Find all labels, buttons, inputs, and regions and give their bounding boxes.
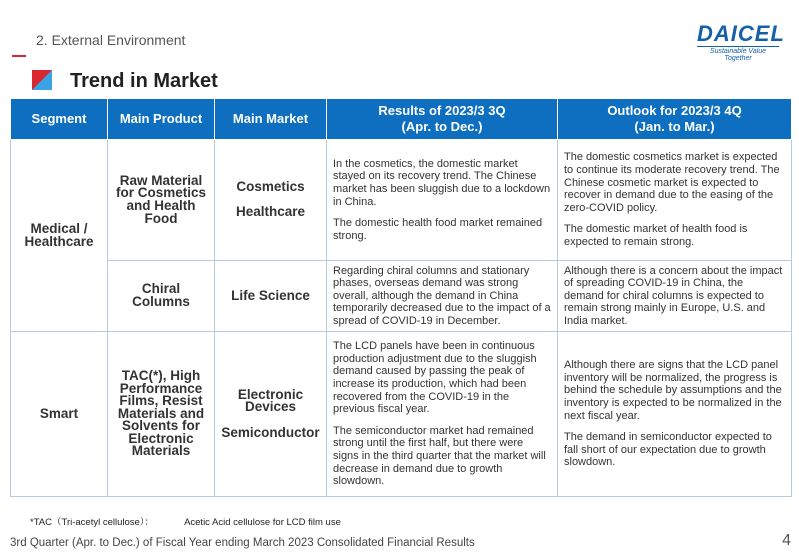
header-main-product: Main Product [108, 99, 215, 140]
product-cosmetics: Raw Material for Cosmetics and Health Food [108, 140, 215, 261]
logo-tagline: Sustainable Value Together [697, 46, 779, 62]
page-number: 4 [782, 532, 791, 549]
segment-medical: Medical / Healthcare [11, 140, 108, 332]
logo-name: DAICEL [697, 21, 785, 46]
header-main-market: Main Market [215, 99, 327, 140]
section-label: 2. External Environment [36, 32, 186, 48]
outlook-smart-p1: Although there are signs that the LCD panel inventory will be normalized, the progress is behind the schedule by assumptions and the inventory is expected to be normalized in the next fiscal year. [564, 359, 782, 422]
results-smart-p2: The semiconductor market had remained strong until the first half, but there were signs in the third quarter that the market will decrease in demand due to growth slowdown. [333, 424, 546, 488]
footnote [30, 514, 341, 528]
company-logo [697, 21, 785, 62]
results-cosmetics-p1: In the cosmetics, the domestic market stayed on its recovery trend. The Chinese market has been sluggish due to a lockdown in China. [333, 157, 551, 208]
footnote-definition: Acetic Acid cellulose for LCD film use [184, 517, 341, 528]
header-segment: Segment [11, 99, 108, 140]
results-chiral: Regarding chiral columns and stationary phases, overseas demand was strong overall, although the demand in China temporarily decreased due to the impact of a spread of COVID-19 in December. [327, 261, 558, 332]
table-row [11, 261, 792, 332]
header-outlook [558, 99, 792, 140]
market-trend-table [10, 98, 792, 497]
table-row [11, 140, 792, 261]
market-smart-line1: Electronic Devices [237, 386, 304, 415]
product-chiral: Chiral Columns [108, 261, 215, 332]
results-cosmetics-p2: The domestic health food market remained strong. [333, 217, 543, 242]
header-results-line2: (Apr. to Dec.) [401, 119, 483, 134]
header-outlook-line1: Outlook for 2023/3 4Q [607, 103, 742, 118]
table-row [11, 332, 792, 497]
outlook-cosmetics [558, 140, 792, 261]
header-outlook-line2: (Jan. to Mar.) [634, 119, 715, 134]
header-results [327, 99, 558, 140]
market-cosmetics [215, 140, 327, 261]
outlook-smart [558, 332, 792, 497]
section-divider [12, 55, 26, 57]
footnote-term: *TAC（Tri-acetyl cellulose）： [30, 517, 155, 528]
footer-text: 3rd Quarter (Apr. to Dec.) of Fiscal Year ending March 2023 Consolidated Financial Results [10, 537, 475, 549]
market-smart-line2: Semiconductor [221, 424, 320, 440]
header-results-line1: Results of 2023/3 3Q [378, 103, 506, 118]
market-smart [215, 332, 327, 497]
outlook-cosmetics-p1: The domestic cosmetics market is expected to continue its moderate recovery trend. The Chinese cosmetic market is expected to recover in demand due to the easing of the zero-COVID policy. [564, 151, 780, 214]
market-cosmetics-line1: Cosmetics [236, 179, 305, 195]
results-cosmetics [327, 140, 558, 261]
market-chiral: Life Science [215, 261, 327, 332]
title-square-icon [32, 70, 52, 90]
outlook-smart-p2: The demand in semiconductor expected to fall short of our expectation due to growth slowdown. [564, 431, 772, 469]
table-header-row [11, 99, 792, 140]
outlook-cosmetics-p2: The domestic market of health food is expected to remain strong. [564, 223, 748, 248]
outlook-chiral: Although there is a concern about the impact of spreading COVID-19 in China, the demand for chiral columns is expected to remain strong mainly in Europe, U.S. and India market. [558, 261, 792, 332]
results-smart [327, 332, 558, 497]
segment-smart: Smart [11, 332, 108, 497]
page-title: Trend in Market [70, 70, 218, 92]
product-smart: TAC(*), High Performance Films, Resist Materials and Solvents for Electronic Materials [108, 332, 215, 497]
market-cosmetics-line2: Healthcare [235, 204, 306, 220]
results-smart-p1: The LCD panels have been in continuous production adjustment due to the sluggish demand caused by passing the peak of increase its production, which had been recovered from the COVID-19 in the previous fiscal year. [333, 340, 537, 416]
